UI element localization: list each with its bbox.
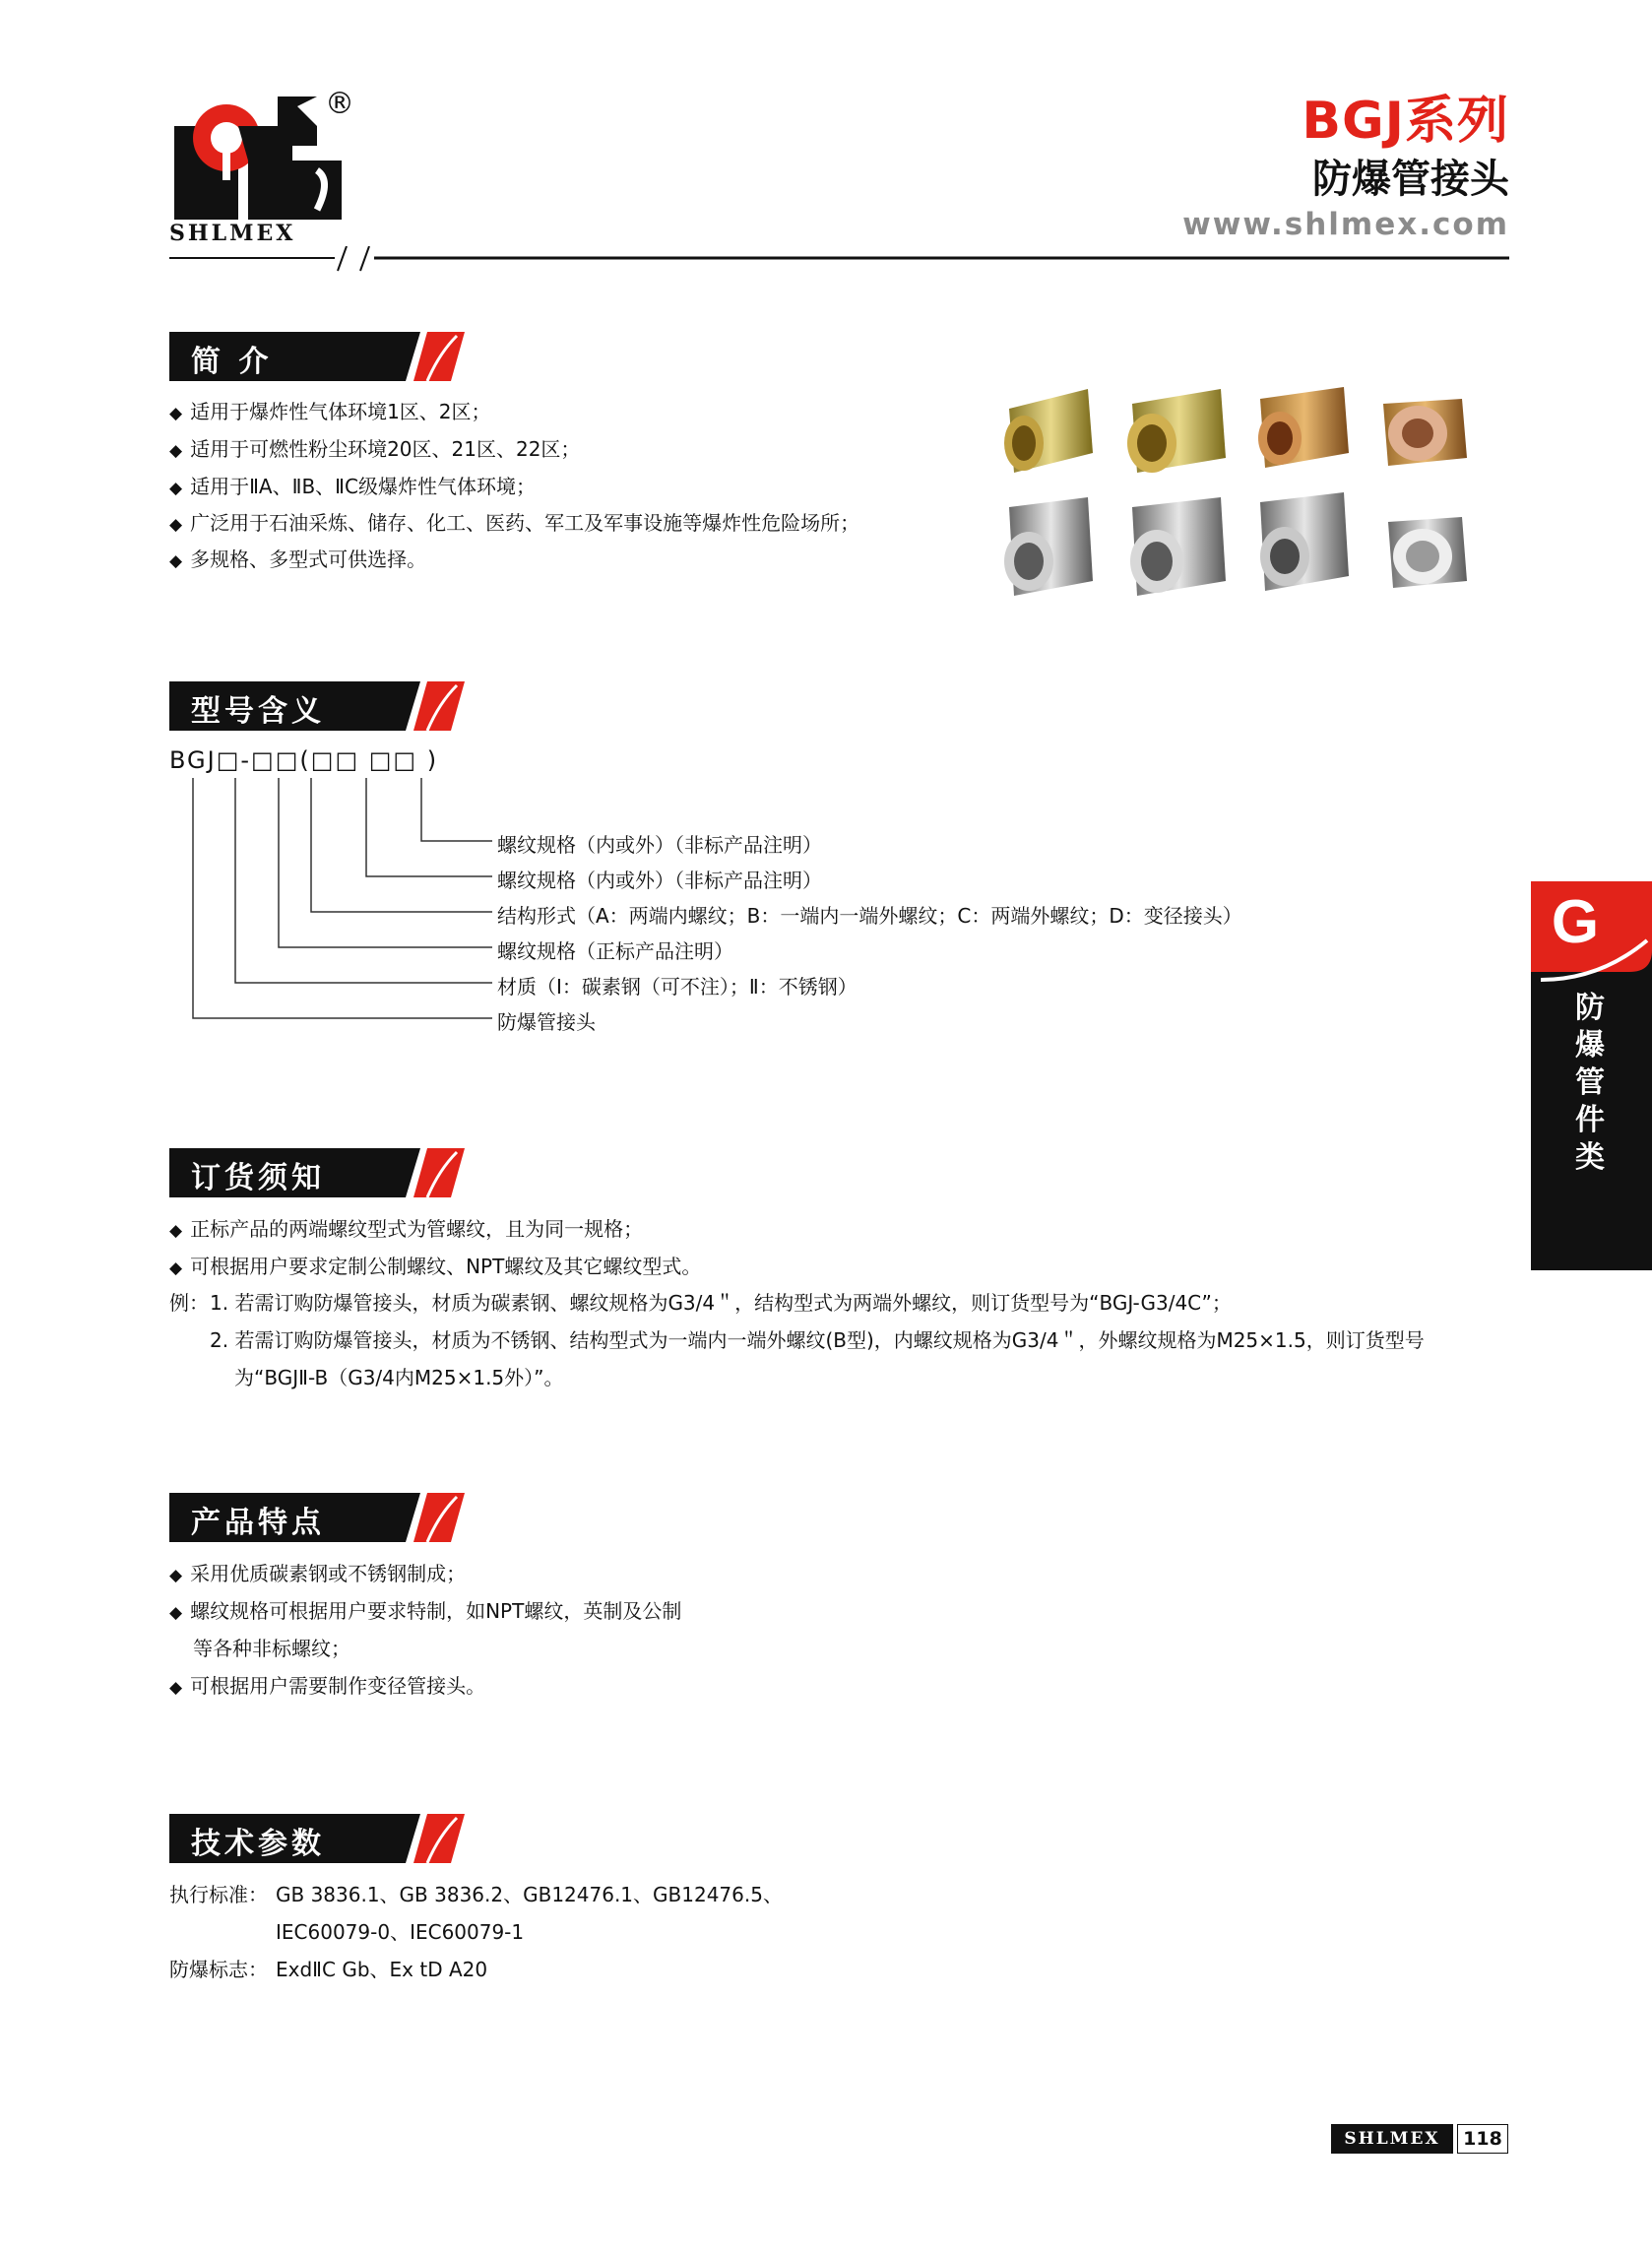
- ex-mark-label: 防爆标志：: [169, 1958, 268, 1981]
- website-link[interactable]: www.shlmex.com: [1182, 207, 1509, 242]
- standard-label: 执行标准：: [169, 1883, 268, 1906]
- ex-mark-value: ExdⅡC Gb、Ex tD A20: [276, 1958, 488, 1981]
- category-letter-badge: [1531, 881, 1652, 990]
- section-title: 订货须知: [191, 1161, 325, 1195]
- intro-item: ◆ 广泛用于石油采炼、储存、化工、医药、军工及军事设施等爆炸性危险场所；: [169, 507, 859, 536]
- example-2-cont: 为“BGJⅡ-B（G3/4内M25×1.5外）”。: [234, 1366, 564, 1389]
- section-title: 技术参数: [191, 1827, 325, 1861]
- ordering-item: ◆ 正标产品的两端螺纹型式为管螺纹，且为同一规格；: [169, 1213, 643, 1242]
- fitting-gold-3: [1258, 387, 1349, 468]
- intro-item: ◆ 多规格、多型式可供选择。: [169, 544, 426, 572]
- fitting-silver-3: [1260, 492, 1349, 591]
- category-label: 防 爆 管 件 类: [1575, 991, 1605, 1175]
- model-legend-item: 防爆管接头: [497, 1010, 596, 1034]
- section-title: 简 介: [191, 345, 273, 379]
- section-header-model: [169, 681, 465, 731]
- fitting-silver-4: [1388, 517, 1467, 588]
- page-number: 118: [1457, 2124, 1508, 2154]
- model-legend-item: 结构形式（A：两端内螺纹；B：一端内一端外螺纹；C：两端外螺纹；D：变径接头）: [497, 904, 1242, 928]
- fitting-gold-1: [1004, 389, 1093, 473]
- ordering-item: ◆ 可根据用户要求定制公制螺纹、NPT螺纹及其它螺纹型式。: [169, 1251, 701, 1279]
- section-title: 产品特点: [191, 1506, 325, 1540]
- series-title: BGJ系列: [1302, 92, 1509, 151]
- fitting-silver-1: [1004, 497, 1093, 596]
- example-prefix: 例：: [169, 1291, 209, 1315]
- brand-name: SHLMEX: [169, 221, 296, 246]
- header-divider: [0, 246, 1652, 276]
- model-legend-item: 螺纹规格（正标产品注明）: [497, 939, 733, 963]
- section-title: 型号含义: [191, 694, 325, 729]
- model-legend-item: 螺纹规格（内或外）（非标产品注明）: [497, 869, 822, 892]
- fitting-bronze-4: [1383, 399, 1467, 466]
- section-header-ordering: [169, 1148, 465, 1197]
- section-header-tech: [169, 1814, 465, 1863]
- model-legend-item: 材质（Ⅰ：碳素钢（可不注）；Ⅱ：不锈钢）: [497, 975, 858, 999]
- standard-value: GB 3836.1、GB 3836.2、GB12476.1、GB12476.5、: [276, 1883, 783, 1906]
- feature-item: ◆ 螺纹规格可根据用户要求特制，如NPT螺纹，英制及公制: [169, 1595, 681, 1624]
- model-code: BGJ□-□□(□□ □□ ): [169, 746, 439, 774]
- feature-item: ◆ 采用优质碳素钢或不锈钢制成；: [169, 1558, 466, 1586]
- section-header-intro: [169, 332, 465, 381]
- feature-item-cont: 等各种非标螺纹；: [193, 1637, 350, 1660]
- product-subtitle: 防爆管接头: [1312, 157, 1509, 202]
- example-2: 2. 若需订购防爆管接头，材质为不锈钢、结构型式为一端内一端外螺纹(B型)，内螺纹规格为G3/4＂，外螺纹规格为M25×1.5，则订货型号: [210, 1328, 1425, 1352]
- intro-item: ◆ 适用于可燃性粉尘环境20区、21区、22区；: [169, 433, 580, 462]
- feature-item: ◆ 可根据用户需要制作变径管接头。: [169, 1670, 485, 1699]
- intro-item: ◆ 适用于爆炸性气体环境1区、2区；: [169, 396, 491, 424]
- category-letter: G: [1551, 888, 1600, 956]
- standard-value-cont: IEC60079-0、IEC60079-1: [276, 1920, 525, 1944]
- registered-mark: ®: [325, 87, 354, 121]
- example-1: 1. 若需订购防爆管接头，材质为碳素钢、螺纹规格为G3/4＂，结构型式为两端外螺纹，则订货型号为“BGJ-G3/4C”；: [210, 1291, 1232, 1315]
- footer-brand: SHLMEX: [1331, 2124, 1453, 2154]
- product-photos: [994, 379, 1487, 606]
- section-header-features: [169, 1493, 465, 1542]
- model-diagram-lines: [167, 778, 502, 1034]
- fitting-gold-2: [1127, 389, 1226, 473]
- fitting-silver-2: [1130, 497, 1226, 596]
- intro-item: ◆ 适用于ⅡA、ⅡB、ⅡC级爆炸性气体环境；: [169, 471, 536, 499]
- model-legend-item: 螺纹规格（内或外）（非标产品注明）: [497, 833, 822, 857]
